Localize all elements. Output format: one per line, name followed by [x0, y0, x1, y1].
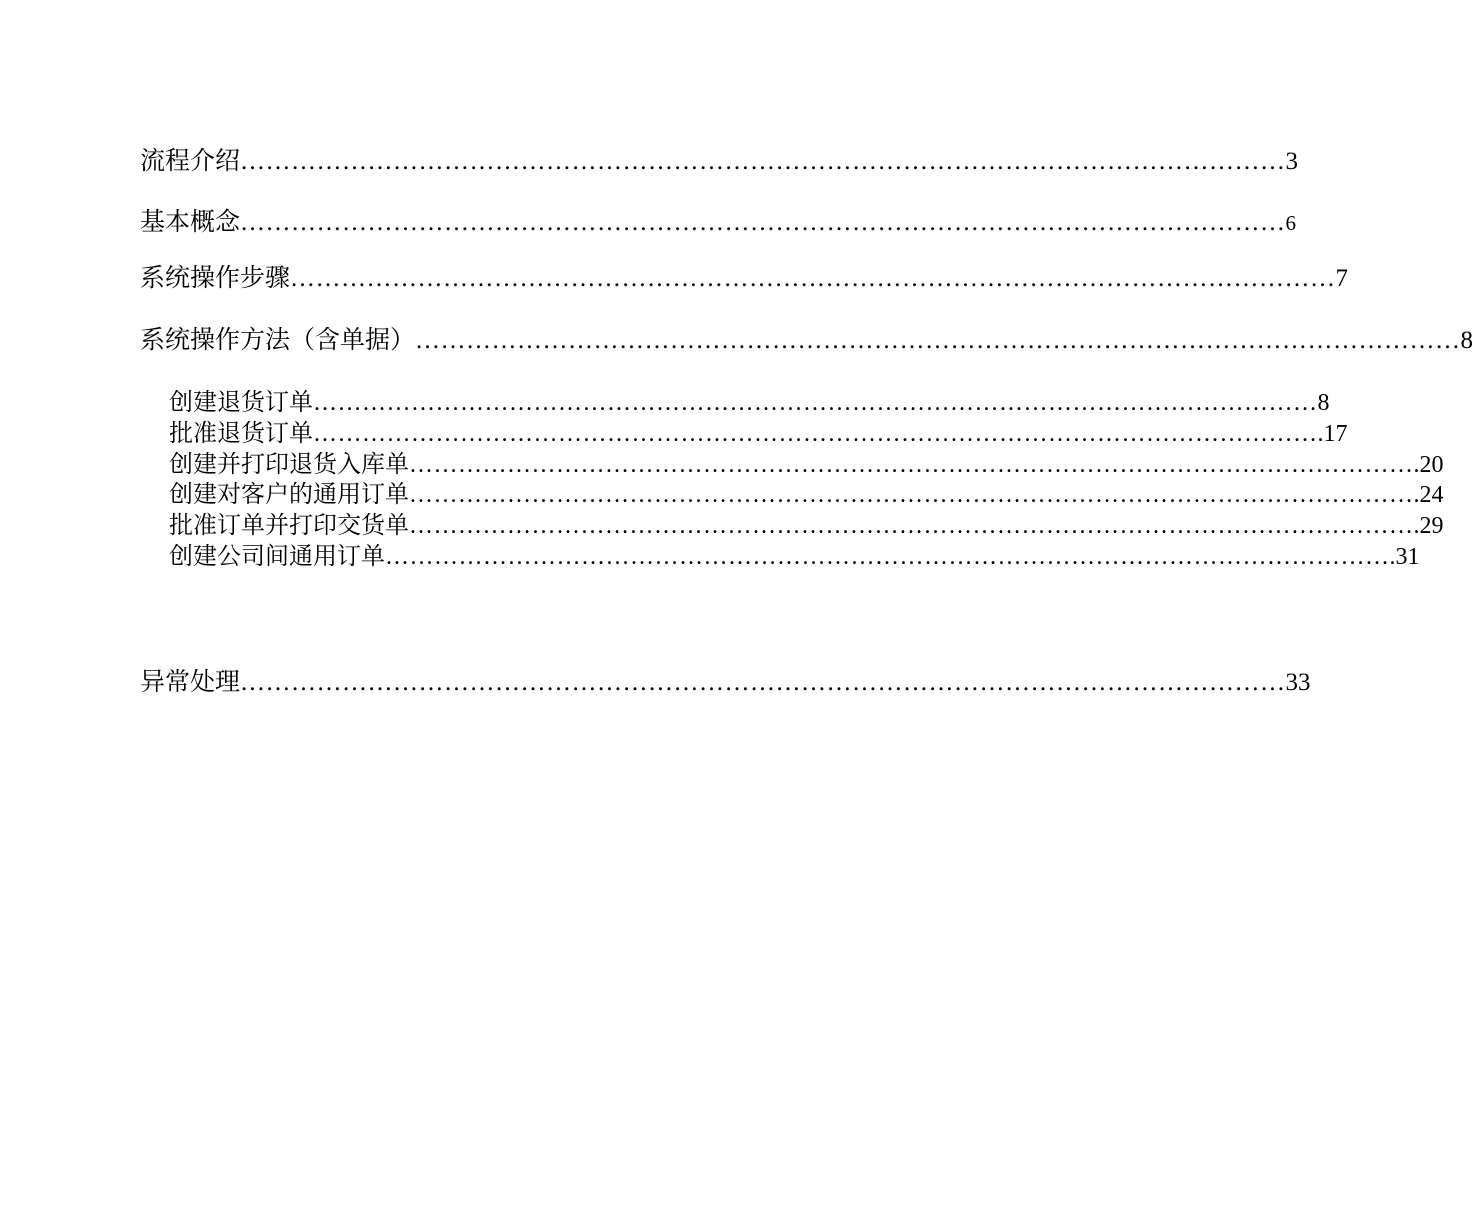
toc-entry-leader: ……………………………………………………………………………………………………………: [290, 265, 1336, 292]
toc-entry-title: 流程介绍: [140, 146, 241, 175]
toc-entry-leader: ……………………………………………………………………………………………………………: [409, 452, 1414, 478]
toc-entry-leader: ……………………………………………………………………………………………………………: [240, 148, 1286, 175]
toc-subentry: [169, 387, 1330, 418]
toc-subentry: [169, 449, 1444, 480]
toc-subentry: [169, 479, 1444, 510]
toc-entry: [140, 325, 1473, 356]
toc-entry-leader: ……………………………………………………………………………………………………………: [313, 421, 1318, 447]
toc-entry-title: 系统操作步骤: [140, 263, 291, 292]
toc-entry: [140, 207, 1297, 238]
toc-entry-title: 批准订单并打印交货单: [169, 511, 409, 539]
toc-entry-leader: ……………………………………………………………………………………………………………: [385, 544, 1390, 570]
toc-entry-page: 3: [1285, 148, 1299, 175]
toc-entry-title: 创建并打印退货入库单: [169, 450, 409, 478]
toc-entry-title: 批准退货订单: [169, 419, 313, 447]
toc-entry: [140, 667, 1311, 698]
toc-entry-leader: ……………………………………………………………………………………………………………: [313, 390, 1318, 416]
toc-entry: [140, 263, 1349, 294]
toc-entry-title: 创建公司间通用订单: [169, 542, 385, 570]
toc-subentry: [169, 541, 1420, 572]
toc-entry-leader: ……………………………………………………………………………………………………………: [409, 482, 1414, 508]
toc-entry-leader: ……………………………………………………………………………………………………………: [415, 327, 1461, 354]
toc-entry: [140, 146, 1299, 177]
toc-entry-page: 33: [1285, 669, 1311, 696]
toc-entry-page: 7: [1335, 265, 1349, 292]
toc-entry-page: 6: [1285, 211, 1297, 235]
toc-entry-page: 8: [1460, 327, 1473, 354]
toc-entry-title: 异常处理: [140, 667, 241, 696]
toc-entry-page: .29: [1413, 513, 1444, 539]
toc-entry-title: 创建退货订单: [169, 388, 313, 416]
toc-entry-page: .24: [1413, 482, 1444, 508]
toc-subentry: [169, 510, 1444, 541]
toc-entry-title: 创建对客户的通用订单: [169, 480, 409, 508]
toc-entry-leader: ……………………………………………………………………………………………………………: [240, 209, 1286, 236]
toc-entry-page: 8: [1317, 390, 1330, 416]
toc-entry-title: 基本概念: [140, 207, 241, 236]
toc-entry-page: .17: [1317, 421, 1348, 447]
toc-entry-title: 系统操作方法（含单据）: [140, 325, 416, 354]
toc-entry-page: .20: [1413, 452, 1444, 478]
toc-entry-leader: ……………………………………………………………………………………………………………: [240, 669, 1286, 696]
toc-subentry: [169, 418, 1348, 449]
toc-entry-page: .31: [1389, 544, 1420, 570]
toc-entry-leader: ……………………………………………………………………………………………………………: [409, 513, 1414, 539]
